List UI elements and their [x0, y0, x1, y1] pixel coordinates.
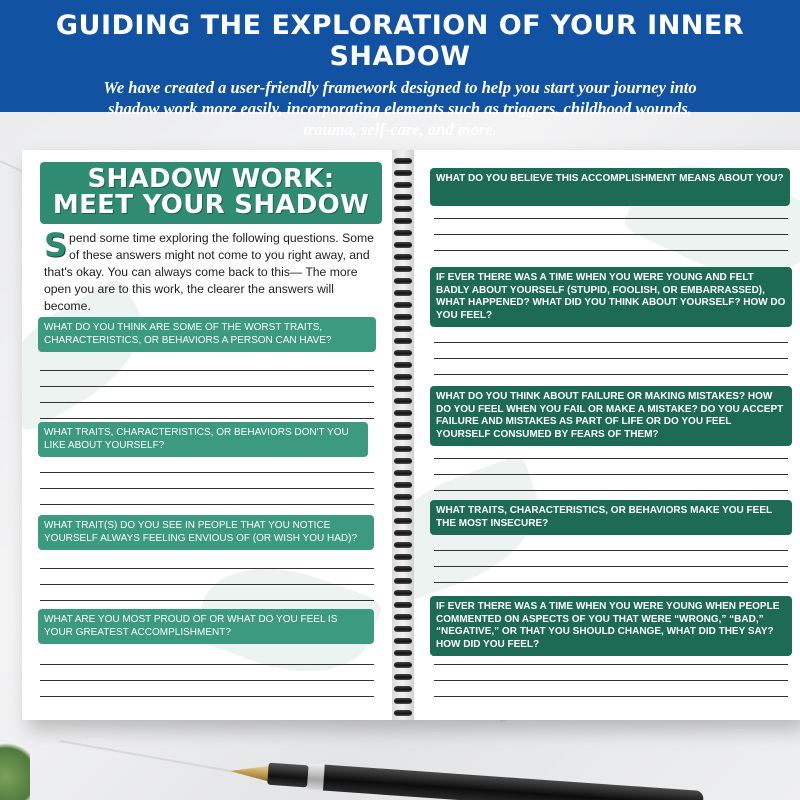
binding-coil [394, 230, 412, 236]
writing-line [434, 458, 788, 459]
writing-line [434, 474, 788, 475]
binding-coil [394, 506, 412, 512]
binding-coil [394, 650, 412, 656]
question-box: IF EVER THERE WAS A TIME WHEN YOU WERE YOUNG WHEN PEOPLE COMMENTED ON ASPECTS OF YOU THAT WERE “WRONG,” “BAD,” “NEGATIVE,” OR THAT YOU SHOULD CHANGE, WHAT DID THEY SAY? HOW DID YOU FEEL? [430, 596, 792, 656]
binding-coil [394, 290, 412, 296]
plant-leaves [0, 735, 30, 800]
writing-line [40, 418, 374, 419]
binding-coil [394, 686, 412, 692]
writing-line [434, 374, 788, 375]
writing-line [434, 358, 788, 359]
writing-line [40, 584, 374, 585]
writing-line [40, 680, 374, 681]
right-page [414, 150, 800, 720]
page-title-line2: MEET YOUR SHADOW [52, 190, 370, 220]
binding-coil [394, 638, 412, 644]
writing-line [40, 568, 374, 569]
pen-nib [230, 763, 271, 782]
binding-coil [394, 518, 412, 524]
writing-line [434, 218, 788, 219]
banner-subtitle: We have created a user-friendly framework designed to help you start your journey into shadow work more easily, incorporating elements such as triggers, childhood wounds, trauma, self-care, and more. [103, 78, 697, 139]
header-banner [0, 0, 800, 139]
binding-coil [394, 182, 412, 188]
writing-line [40, 488, 374, 489]
spiral-notebook [22, 150, 800, 720]
binding-coil [394, 242, 412, 248]
binding-coil [394, 362, 412, 368]
binding-coil [394, 470, 412, 476]
question-box: WHAT DO YOU BELIEVE THIS ACCOMPLISHMENT MEANS ABOUT YOU? [430, 168, 790, 206]
writing-line [434, 696, 788, 697]
binding-coil [394, 482, 412, 488]
banner-title: GUIDING THE EXPLORATION OF YOUR INNER SHADOW [55, 10, 745, 72]
binding-coil [394, 710, 412, 716]
binding-coil [394, 194, 412, 200]
binding-coil [394, 614, 412, 620]
binding-coil [394, 410, 412, 416]
question-box: WHAT DO YOU THINK ABOUT FAILURE OR MAKING MISTAKES? HOW DO YOU FEEL WHEN YOU FAIL OR MAKE A MISTAKE? DO YOU ACCEPT FAILURE AND MISTAKES AS PART OF LIFE OR DO YOU FEEL YOURSELF CONSUMED BY FEARS OF THEM? [430, 386, 792, 446]
writing-line [434, 550, 788, 551]
binding-coil [394, 494, 412, 500]
binding-coil [394, 446, 412, 452]
binding-coil [394, 602, 412, 608]
writing-line [40, 472, 374, 473]
writing-line [434, 664, 788, 665]
binding-coil [394, 626, 412, 632]
writing-line [434, 250, 788, 251]
binding-coil [394, 398, 412, 404]
binding-coil [394, 338, 412, 344]
pen-grip [267, 763, 308, 788]
writing-line [40, 402, 374, 403]
binding-coil [394, 662, 412, 668]
writing-line [434, 490, 788, 491]
question-box: IF EVER THERE WAS A TIME WHEN YOU WERE YOUNG AND FELT BADLY ABOUT YOURSELF (STUPID, FOOLISH, OR EMBARRASSED), WHAT HAPPENED? WHAT DID YOU THINK ABOUT YOURSELF? HOW DO YOU FEEL? [430, 267, 792, 327]
left-page [22, 150, 392, 720]
question-box: WHAT TRAITS, CHARACTERISTICS, OR BEHAVIORS MAKE YOU FEEL THE MOST INSECURE? [430, 500, 792, 535]
writing-line [40, 600, 374, 601]
binding-coil [394, 374, 412, 380]
writing-line [40, 696, 374, 697]
binding-coil [394, 206, 412, 212]
intro-paragraph [44, 226, 374, 315]
pen-body [323, 765, 704, 800]
binding-coil [394, 554, 412, 560]
binding-coil [394, 422, 412, 428]
writing-line [40, 504, 374, 505]
fountain-pen [229, 758, 690, 800]
question-box: WHAT TRAITS, CHARACTERISTICS, OR BEHAVIORS DON'T YOU LIKE ABOUT YOURSELF? [38, 422, 368, 457]
binding-coil [394, 254, 412, 260]
page-title-line1: SHADOW WORK: [87, 164, 335, 194]
question-box: WHAT ARE YOU MOST PROUD OF OR WHAT DO YOU FEEL IS YOUR GREATEST ACCOMPLISHMENT? [38, 609, 374, 644]
binding-coil [394, 590, 412, 596]
writing-line [434, 680, 788, 681]
marble-vein [60, 740, 257, 777]
binding-coil [394, 218, 412, 224]
writing-line [40, 386, 374, 387]
binding-coil [394, 350, 412, 356]
intro-text: pend some time exploring the following questions. Some of these answers might not come to you right away, and that's okay. You can always come back to this— The more open you are to this work, the clearer the answers will become. [44, 231, 374, 313]
binding-coil [394, 578, 412, 584]
writing-line [434, 342, 788, 343]
binding-coil [394, 674, 412, 680]
binding-coil [394, 458, 412, 464]
binding-coil [394, 698, 412, 704]
binding-coil [394, 278, 412, 284]
drop-cap: S [44, 226, 68, 264]
writing-line [434, 234, 788, 235]
binding-coil [394, 326, 412, 332]
binding-coil [394, 266, 412, 272]
spiral-binding [392, 150, 414, 720]
binding-coil [394, 158, 412, 164]
binding-coil [394, 566, 412, 572]
binding-coil [394, 542, 412, 548]
writing-line [40, 370, 374, 371]
writing-line [40, 664, 374, 665]
writing-line [434, 582, 788, 583]
binding-coil [394, 170, 412, 176]
binding-coil [394, 386, 412, 392]
writing-line [434, 566, 788, 567]
page-title-box [40, 162, 382, 224]
binding-coil [394, 314, 412, 320]
binding-coil [394, 530, 412, 536]
binding-coil [394, 434, 412, 440]
pen-ring [307, 763, 325, 790]
binding-coil [394, 302, 412, 308]
question-box: WHAT DO YOU THINK ARE SOME OF THE WORST TRAITS, CHARACTERISTICS, OR BEHAVIORS A PERSON CAN HAVE? [38, 317, 376, 352]
question-box: WHAT TRAIT(S) DO YOU SEE IN PEOPLE THAT YOU NOTICE YOURSELF ALWAYS FEELING ENVIOUS OF (OR WISH YOU HAD)? [38, 515, 374, 550]
